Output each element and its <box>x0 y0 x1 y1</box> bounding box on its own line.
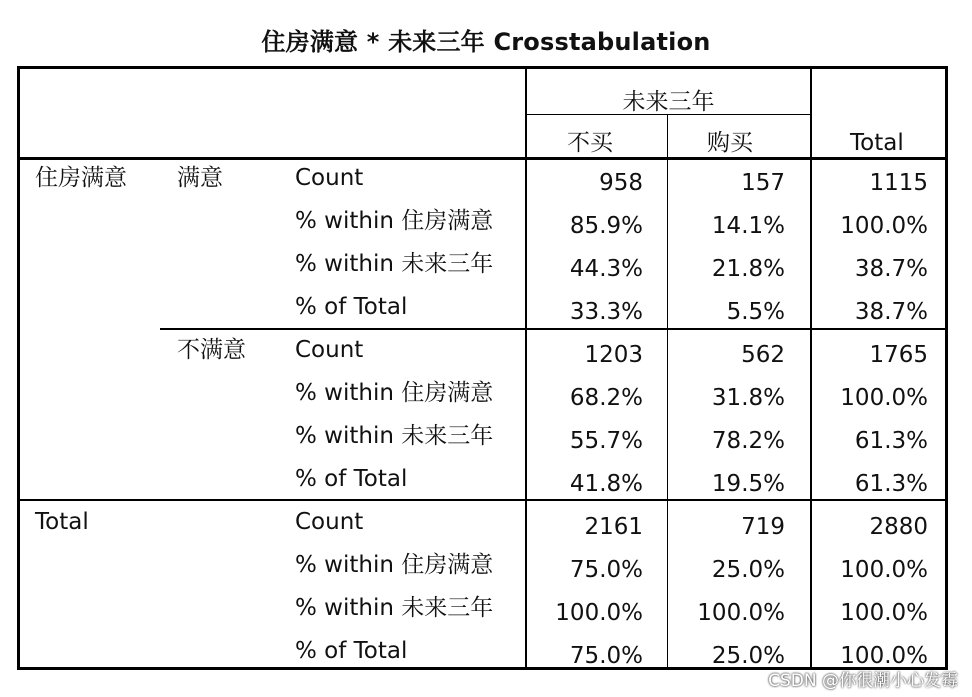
value-buy-no: 2161 <box>584 514 643 540</box>
value-buy-yes: 25.0% <box>711 643 785 669</box>
value-total: 38.7% <box>854 299 928 325</box>
value-buy-yes: 5.5% <box>726 299 785 325</box>
value-buy-yes: 157 <box>741 170 785 196</box>
stat-label: % within 住房满意 <box>295 208 494 234</box>
value-buy-no: 85.9% <box>569 213 643 239</box>
value-buy-yes: 100.0% <box>697 600 785 626</box>
value-buy-yes: 562 <box>741 342 785 368</box>
total-section-label: Total <box>35 509 89 535</box>
stat-label: % within 未来三年 <box>295 251 494 277</box>
total-divider-rule <box>20 499 945 501</box>
table-title: 住房满意 * 未来三年 Crosstabulation <box>261 28 711 56</box>
value-buy-no: 75.0% <box>569 557 643 583</box>
value-buy-yes: 14.1% <box>711 213 785 239</box>
group-label: 满意 <box>177 165 223 191</box>
value-buy-yes: 719 <box>741 514 785 540</box>
stat-label: Count <box>295 509 364 535</box>
value-buy-no: 44.3% <box>569 256 643 282</box>
group-label: 不满意 <box>177 337 246 363</box>
value-buy-yes: 19.5% <box>711 471 785 497</box>
watermark: CSDN @你很潮小心发霉 <box>768 671 958 691</box>
value-total: 1765 <box>869 342 928 368</box>
value-buy-no: 55.7% <box>569 428 643 454</box>
stat-label: % within 未来三年 <box>295 595 494 621</box>
stat-label: Count <box>295 165 364 191</box>
value-buy-no: 68.2% <box>569 385 643 411</box>
stat-label: % of Total <box>295 294 408 320</box>
value-buy-no: 33.3% <box>569 299 643 325</box>
value-total: 100.0% <box>840 643 928 669</box>
col-header-buy-no: 不买 <box>567 130 613 156</box>
value-buy-yes: 25.0% <box>711 557 785 583</box>
value-total: 100.0% <box>840 600 928 626</box>
value-total: 61.3% <box>854 428 928 454</box>
value-total: 61.3% <box>854 471 928 497</box>
stat-label: % of Total <box>295 466 408 492</box>
group-header-label: 未来三年 <box>622 89 715 115</box>
value-total: 2880 <box>869 514 928 540</box>
value-total: 100.0% <box>840 557 928 583</box>
stat-label: % within 住房满意 <box>295 380 494 406</box>
value-total: 38.7% <box>854 256 928 282</box>
row-var-label: 住房满意 <box>35 165 127 191</box>
value-buy-no: 100.0% <box>555 600 643 626</box>
header-bottom-rule <box>20 157 945 160</box>
value-buy-no: 41.8% <box>569 471 643 497</box>
value-buy-yes: 21.8% <box>711 256 785 282</box>
stat-label: Count <box>295 337 364 363</box>
col-header-buy-yes: 购买 <box>707 130 753 156</box>
value-buy-no: 1203 <box>584 342 643 368</box>
stat-label: % within 住房满意 <box>295 552 494 578</box>
value-buy-no: 958 <box>599 170 643 196</box>
col-header-total: Total <box>850 130 904 156</box>
value-buy-yes: 78.2% <box>711 428 785 454</box>
value-total: 100.0% <box>840 385 928 411</box>
group-divider-rule <box>160 328 945 330</box>
stat-label: % within 未来三年 <box>295 423 494 449</box>
stat-label: % of Total <box>295 638 408 664</box>
value-total: 100.0% <box>840 213 928 239</box>
value-total: 1115 <box>869 170 928 196</box>
value-buy-no: 75.0% <box>569 643 643 669</box>
value-buy-yes: 31.8% <box>711 385 785 411</box>
